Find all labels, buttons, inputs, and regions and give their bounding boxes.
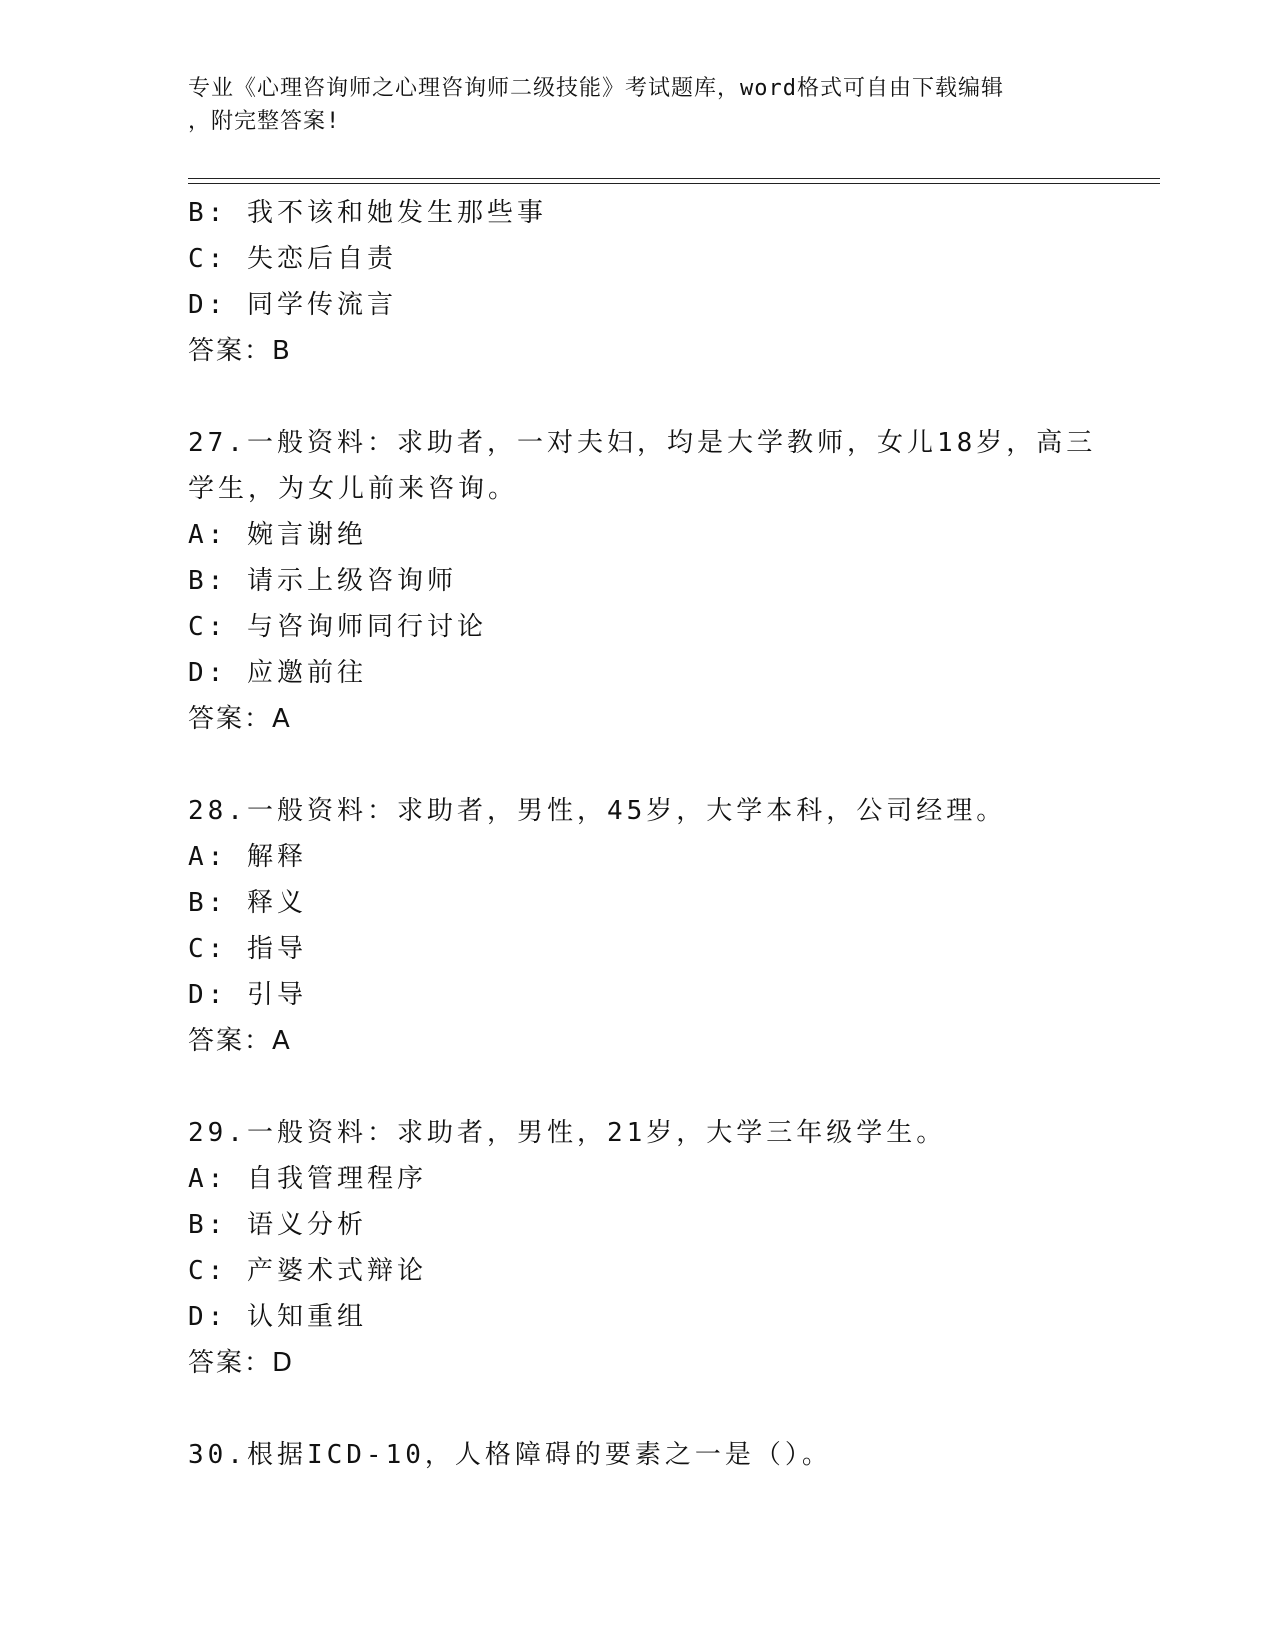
- option-b: B: 我不该和她发生那些事: [188, 198, 547, 228]
- option-c: C: 失恋后自责: [188, 244, 397, 274]
- option-d: D: 应邀前往: [188, 658, 367, 688]
- question-stem: 29.一般资料：求助者，男性，21岁，大学三年级学生。: [188, 1118, 947, 1148]
- spacer: [188, 1386, 1088, 1432]
- option-a: A: 自我管理程序: [188, 1164, 427, 1194]
- option-a: A: 解释: [188, 842, 307, 872]
- option-a: A: 婉言谢绝: [188, 520, 367, 550]
- option-b: B: 释义: [188, 888, 307, 918]
- answer: 答案：B: [188, 336, 292, 366]
- question-stem: 28.一般资料：求助者，男性，45岁，大学本科，公司经理。: [188, 796, 1007, 826]
- question-stem: 30.根据ICD-10，人格障碍的要素之一是（）。: [188, 1440, 832, 1470]
- header-rule-bottom: [188, 183, 1160, 184]
- spacer: [188, 1064, 1088, 1110]
- spacer: [188, 374, 1088, 420]
- question-26-tail: [188, 190, 1088, 374]
- question-stem-continued: 学生，为女儿前来咨询。: [188, 474, 519, 504]
- option-b: B: 请示上级咨询师: [188, 566, 457, 596]
- question-27: [188, 420, 1097, 742]
- option-c: C: 指导: [188, 934, 307, 964]
- spacer: [188, 742, 1088, 788]
- option-d: D: 同学传流言: [188, 290, 397, 320]
- option-d: D: 引导: [188, 980, 307, 1010]
- option-b: B: 语义分析: [188, 1210, 367, 1240]
- header-line-1: 专业《心理咨询师之心理咨询师二级技能》考试题库，word格式可自由下载编辑: [188, 76, 1004, 101]
- question-30: [188, 1432, 1088, 1478]
- question-29: [188, 1110, 1088, 1386]
- header-line-2: ，附完整答案!: [188, 109, 341, 134]
- option-c: C: 产婆术式辩论: [188, 1256, 427, 1286]
- answer: 答案：A: [188, 1026, 292, 1056]
- question-stem: 27.一般资料：求助者，一对夫妇，均是大学教师，女儿18岁，高三: [188, 428, 1097, 458]
- option-c: C: 与咨询师同行讨论: [188, 612, 487, 642]
- option-d: D: 认知重组: [188, 1302, 367, 1332]
- question-28: [188, 788, 1088, 1064]
- page-header: [188, 72, 1088, 138]
- question-list: [188, 190, 1097, 1478]
- answer: 答案：D: [188, 1348, 295, 1378]
- header-rule-top: [188, 178, 1160, 179]
- answer: 答案：A: [188, 704, 292, 734]
